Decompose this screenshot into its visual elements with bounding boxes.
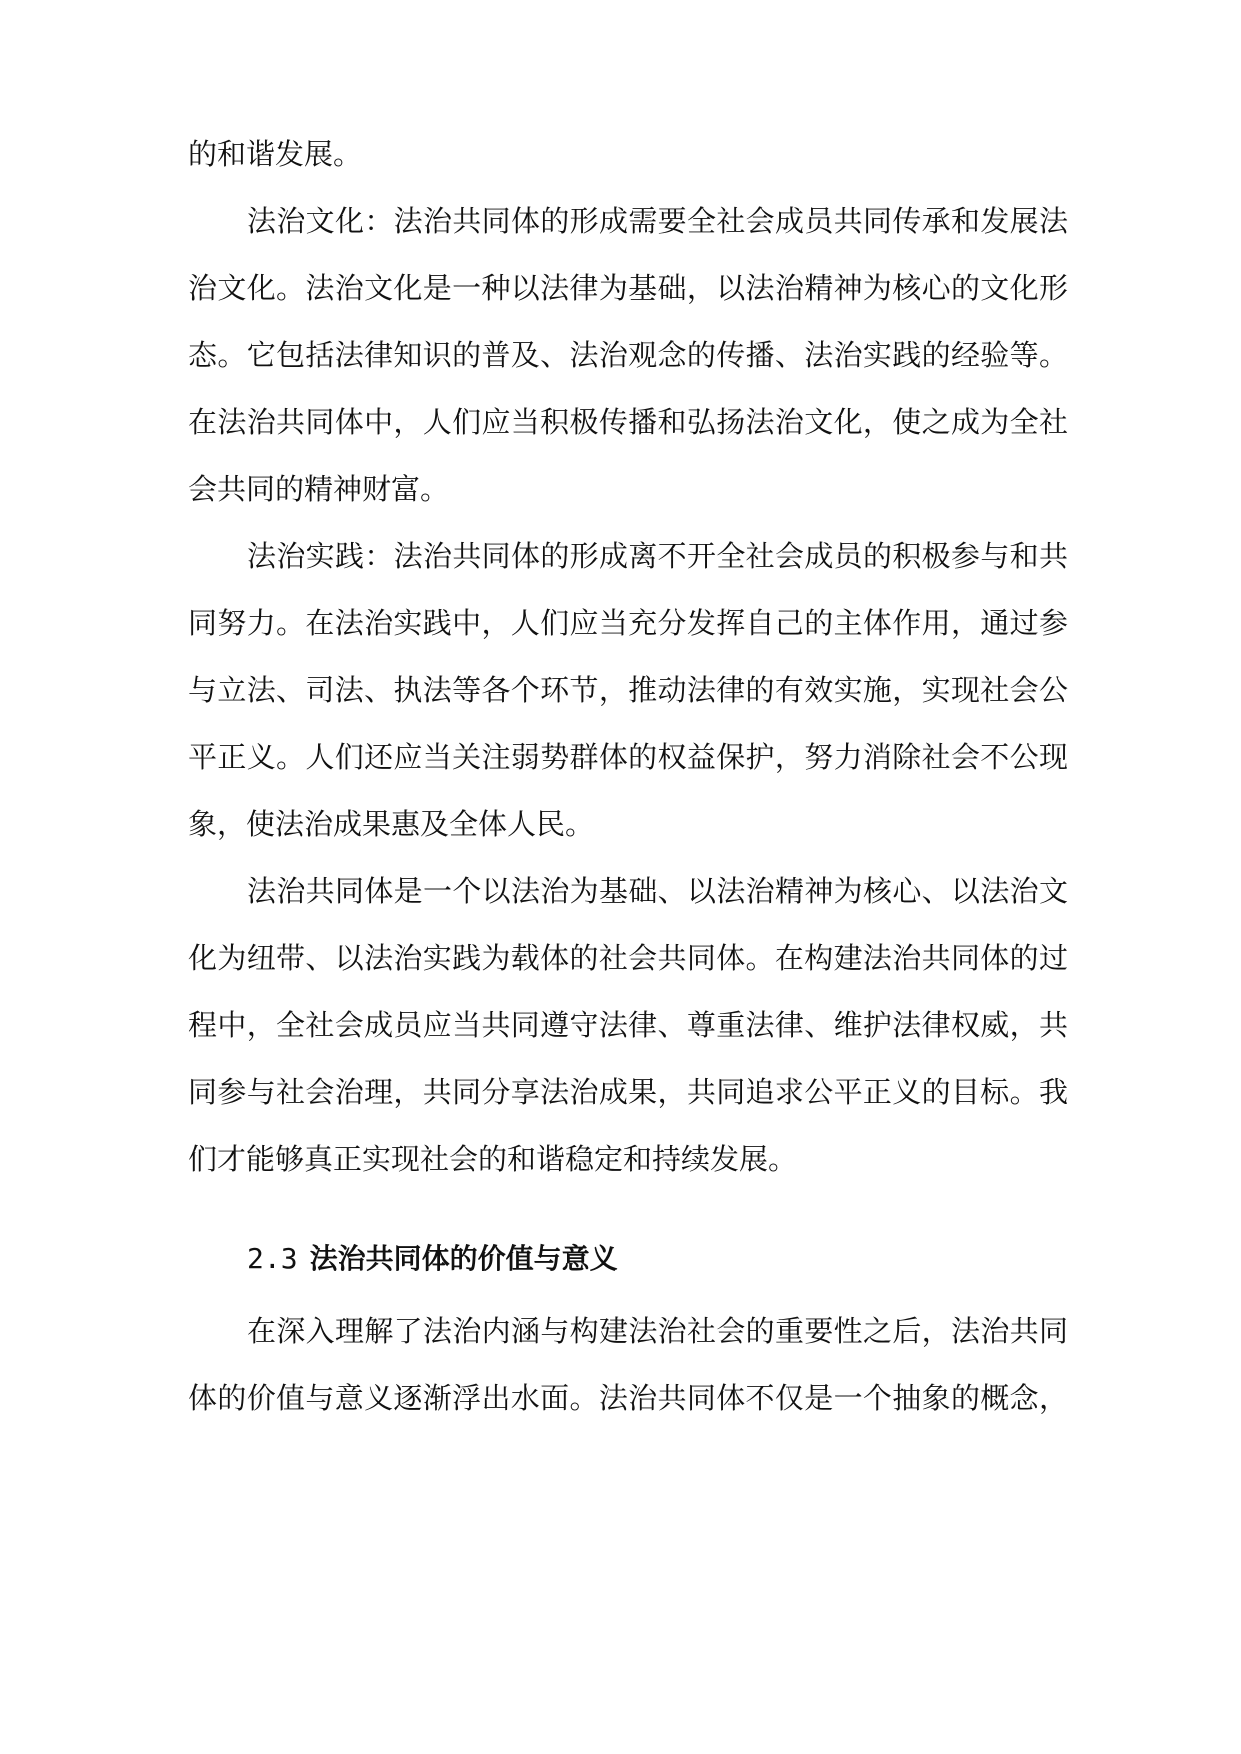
- paragraph-line: 治文化。法治文化是一种以法律为基础，以法治精神为核心的文化形: [188, 271, 1068, 305]
- paragraph-line: 化为纽带、以法治实践为载体的社会共同体。在构建法治共同体的过: [188, 941, 1068, 975]
- paragraph-line: 们才能够真正实现社会的和谐稳定和持续发展。: [188, 1142, 798, 1176]
- paragraph-line: 象，使法治成果惠及全体人民。: [188, 807, 595, 841]
- paragraph-line: 平正义。人们还应当关注弱势群体的权益保护，努力消除社会不公现: [188, 740, 1068, 774]
- paragraph-line: 在深入理解了法治内涵与构建法治社会的重要性之后，法治共同: [247, 1314, 1068, 1348]
- paragraph-line: 程中，全社会成员应当共同遵守法律、尊重法律、维护法律权威，共: [188, 1008, 1068, 1042]
- paragraph-line: 法治共同体是一个以法治为基础、以法治精神为核心、以法治文: [247, 874, 1068, 908]
- paragraph-line: 法治实践：法治共同体的形成离不开全社会成员的积极参与和共: [247, 539, 1068, 573]
- paragraph-line: 态。它包括法律知识的普及、法治观念的传播、法治实践的经验等。: [188, 338, 1068, 372]
- section-title: 法治共同体的价值与意义: [309, 1242, 618, 1275]
- paragraph-line: 的和谐发展。: [188, 137, 363, 171]
- paragraph-line: 同参与社会治理，共同分享法治成果，共同追求公平正义的目标。我: [188, 1075, 1068, 1109]
- section-heading: [247, 1237, 618, 1281]
- paragraph-line: 同努力。在法治实践中，人们应当充分发挥自己的主体作用，通过参: [188, 606, 1068, 640]
- paragraph-line: 体的价值与意义逐渐浮出水面。法治共同体不仅是一个抽象的概念，: [188, 1381, 1068, 1415]
- paragraph-line: 会共同的精神财富。: [188, 472, 450, 506]
- section-number: 2.3: [247, 1242, 298, 1275]
- paragraph-line: 在法治共同体中，人们应当积极传播和弘扬法治文化，使之成为全社: [188, 405, 1068, 439]
- paragraph-line: 与立法、司法、执法等各个环节，推动法律的有效实施，实现社会公: [188, 673, 1068, 707]
- paragraph-line: 法治文化：法治共同体的形成需要全社会成员共同传承和发展法: [247, 204, 1068, 238]
